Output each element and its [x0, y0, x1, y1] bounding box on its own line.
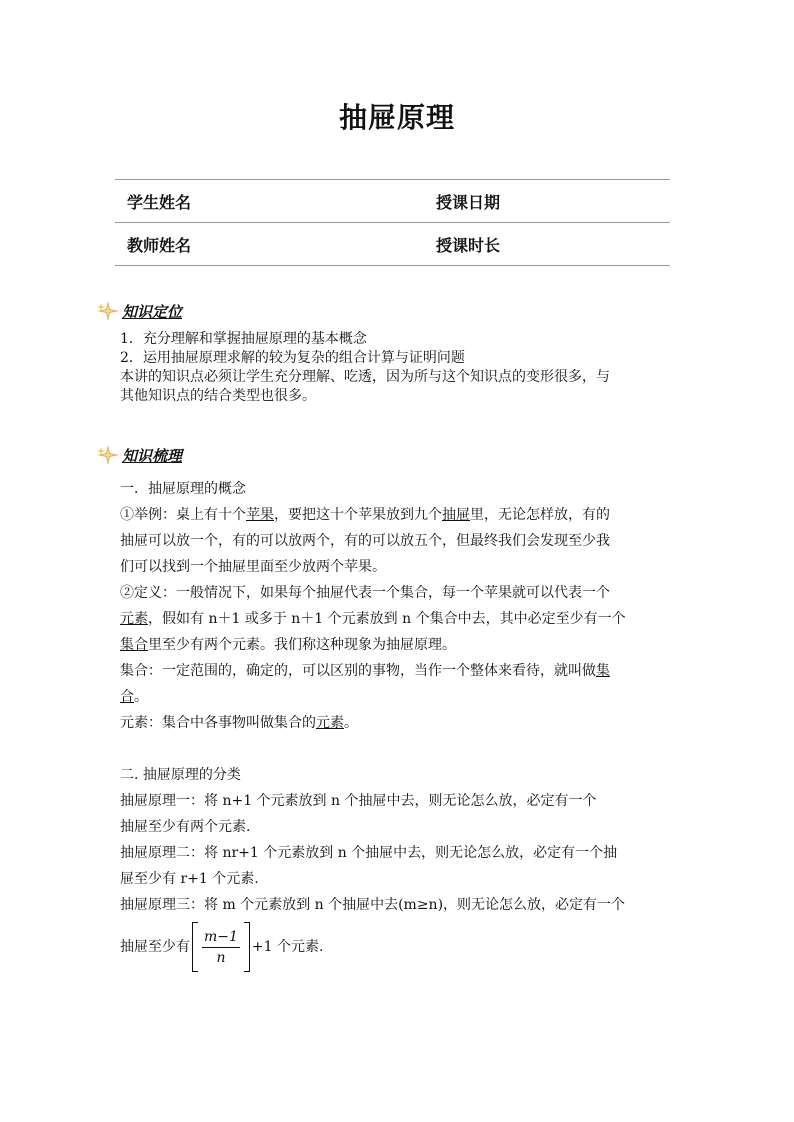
term-apple: 苹果 — [246, 507, 274, 523]
example-line: ①举例：桌上有十个苹果，要把这十个苹果放到九个抽屉里，无论怎样放，有的 — [120, 507, 610, 523]
intro-line: 本讲的知识点必须让学生充分理解、吃透，因为所与这个知识点的变形很多，与 — [120, 369, 610, 385]
principle-formula-line: 抽屉至少有 $\frac{m-1}{n}$ +1 个元素. — [120, 922, 680, 972]
section-heading-label: 知识梳理 — [122, 446, 183, 465]
section1-body — [120, 330, 680, 406]
principle-line: 抽屉原理一：将 n+1 个元素放到 n 个抽屉中去，则无论怎么放，必定有一个 — [120, 793, 597, 809]
floor-bracket — [192, 922, 250, 972]
principle-line: 屉至少有 r+1 个元素. — [120, 871, 259, 887]
goal-item: 2．运用抽屉原理求解的较为复杂的组合计算与证明问题 — [120, 350, 465, 366]
intro-line: 其他知识点的结合类型也很多。 — [120, 388, 316, 404]
teacher-name-label: 教师姓名 — [127, 235, 192, 255]
student-name-label: 学生姓名 — [127, 192, 192, 212]
term-set: 集合 — [120, 637, 148, 653]
fraction-numerator: m−1 — [202, 927, 240, 948]
page-title: 抽屉原理 — [338, 101, 455, 134]
duration-label: 授课时长 — [436, 235, 501, 255]
fraction — [198, 927, 244, 968]
subheading: 二. 抽屉原理的分类 — [120, 767, 241, 783]
section2-body — [120, 476, 680, 972]
goal-item: 1．充分理解和掌握抽屉原理的基本概念 — [120, 331, 367, 347]
section-heading-label: 知识定位 — [122, 302, 183, 321]
principle-line: 抽屉原理二：将 nr+1 个元素放到 n 个抽屉中去，则无论怎么放，必定有一个抽 — [120, 845, 618, 861]
section-heading-knowledge-review — [96, 444, 182, 466]
principle-line: 抽屉原理三：将 m 个元素放到 n 个抽屉中去(m≥n)，则无论怎么放，必定有一个 — [120, 897, 626, 913]
info-row — [115, 223, 670, 266]
section-heading-knowledge-positioning — [96, 300, 182, 322]
date-label: 授课日期 — [436, 192, 501, 212]
definition-line: ②定义：一般情况下，如果每个抽屉代表一个集合，每一个苹果就可以代表一个 — [120, 585, 610, 601]
fraction-denominator: n — [216, 949, 226, 966]
example-line: 抽屉可以放一个，有的可以放两个，有的可以放五个，但最终我们会发现至少我 — [120, 533, 610, 549]
set-definition-line: 集合：一定范围的，确定的，可以区别的事物，当作一个整体来看待，就叫做集 — [120, 663, 610, 679]
set-definition-line: 合。 — [120, 689, 148, 705]
definition-line: 集合里至少有两个元素。我们称这种现象为抽屉原理。 — [120, 637, 456, 653]
info-row — [115, 180, 670, 223]
element-definition-line: 元素：集合中各事物叫做集合的元素。 — [120, 715, 358, 731]
subheading: 一．抽屉原理的概念 — [120, 481, 246, 497]
term-drawer: 抽屉 — [442, 507, 470, 523]
info-table — [115, 179, 670, 266]
sparkle-star-icon — [96, 300, 120, 322]
term-element: 元素 — [120, 611, 148, 627]
example-line: 们可以找到一个抽屉里面至少放两个苹果。 — [120, 559, 386, 575]
principle-line: 抽屉至少有两个元素. — [120, 819, 251, 835]
sparkle-star-icon — [96, 444, 120, 466]
definition-line: 元素，假如有 n＋1 或多于 n＋1 个元素放到 n 个集合中去，其中必定至少有一个 — [120, 611, 626, 627]
